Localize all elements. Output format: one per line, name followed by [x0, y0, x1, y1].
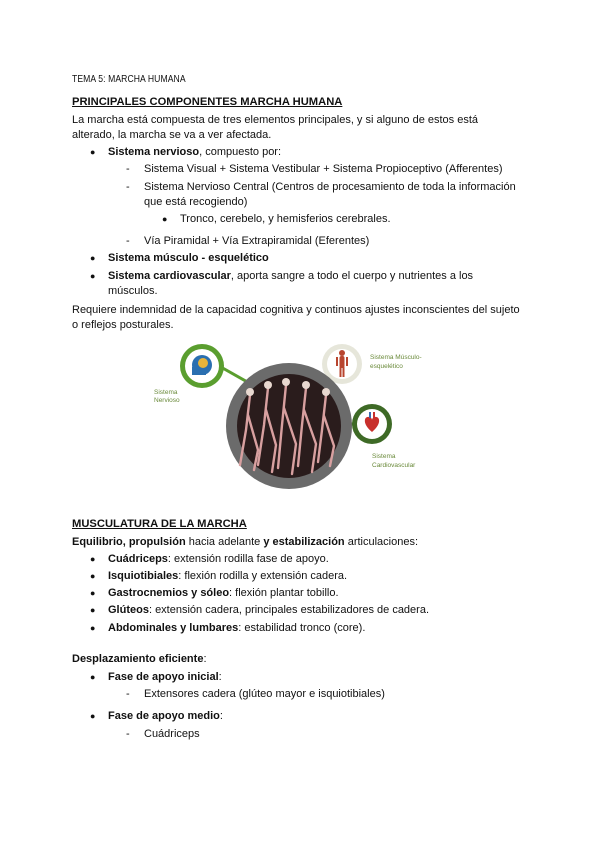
- diagram-label-nervioso-2: Nervioso: [154, 397, 180, 404]
- item-text: , aporta sangre a todo el cuerpo y nutrientes a los: [230, 270, 474, 282]
- bold-term: Sistema cardiovascular: [108, 270, 231, 282]
- requiere-line-2: o reflejos posturales.: [72, 319, 174, 331]
- intro-line-2: alterado, la marcha se va a ver afectada.: [72, 129, 272, 141]
- item-text: , compuesto por:: [199, 146, 282, 158]
- list-item-cardio-line-1: [108, 269, 473, 284]
- bold-term: Isquiotibiales: [108, 570, 179, 582]
- bold-term: Equilibrio, propulsión: [72, 536, 186, 548]
- sub-item-snc-line-2: que está recogiendo): [144, 196, 248, 208]
- list-item-muscle: [108, 603, 429, 618]
- bullet-icon: ●: [90, 605, 96, 615]
- item-text: :: [203, 653, 207, 665]
- bullet-icon: ●: [90, 711, 96, 721]
- diagram-label-nervioso-1: Sistema: [154, 389, 178, 396]
- list-item-muscle: [108, 569, 347, 584]
- bold-term: Abdominales y lumbares: [108, 622, 239, 634]
- section-heading-componentes: PRINCIPALES COMPONENTES MARCHA HUMANA: [72, 96, 343, 108]
- sub-item-afferentes: Sistema Visual + Sistema Vestibular + Sistema Propioceptivo (Afferentes): [144, 163, 503, 175]
- central-gait-image: [226, 363, 352, 489]
- bullet-icon: ●: [90, 253, 96, 263]
- dash-icon: -: [126, 688, 130, 700]
- diagram-label-musculo-2: esquelético: [370, 363, 403, 370]
- diagram-label-cardio-1: Sistema: [372, 453, 396, 460]
- bullet-icon: ●: [90, 588, 96, 598]
- dash-icon: -: [126, 235, 130, 247]
- item-text: articulaciones:: [344, 536, 419, 548]
- list-item-muscle: [108, 621, 365, 636]
- item-text: :: [219, 710, 223, 722]
- section-heading-musculatura: MUSCULATURA DE LA MARCHA: [72, 518, 247, 530]
- topic-title: TEMA 5: MARCHA HUMANA: [72, 73, 186, 85]
- node-cardio: [352, 404, 392, 444]
- requiere-line-1: Requiere indemnidad de la capacidad cognitiva y continuos ajustes inconscientes del sujeto: [72, 304, 520, 316]
- node-nervioso: [180, 344, 224, 388]
- sub-item-cuadriceps: Cuádriceps: [144, 728, 200, 740]
- bold-term: Sistema nervioso: [108, 146, 200, 158]
- diagram-label-musculo-1: Sistema Músculo-: [370, 354, 422, 361]
- bullet-icon: ●: [90, 672, 96, 682]
- diagram-label-cardio-2: Cardiovascular: [372, 462, 416, 469]
- bullet-icon: ●: [90, 623, 96, 633]
- item-text: : extensión rodilla fase de apoyo.: [167, 553, 329, 565]
- bullet-icon: ●: [162, 214, 168, 224]
- sub-sub-item-tronco: Tronco, cerebelo, y hemisferios cerebrales.: [180, 213, 391, 225]
- equilibrio-line: [72, 535, 418, 550]
- bold-term: Gastrocnemios y sóleo: [108, 587, 230, 599]
- sub-item-eferentes: Vía Piramidal + Vía Extrapiramidal (Eferentes): [144, 235, 370, 247]
- item-text: :: [218, 671, 222, 683]
- head-brain-icon: [192, 355, 212, 375]
- list-item-cardio-line-2: músculos.: [108, 285, 158, 297]
- bold-term: Fase de apoyo inicial: [108, 671, 219, 683]
- desplazamiento-heading: [72, 652, 207, 667]
- bullet-icon: ●: [90, 271, 96, 281]
- item-text: : extensión cadera, principales estabilizadores de cadera.: [148, 604, 430, 616]
- sub-item-snc-line-1: Sistema Nervioso Central (Centros de procesamiento de toda la información: [144, 181, 516, 193]
- list-item-fase-inicial: [108, 670, 222, 685]
- bullet-icon: ●: [90, 571, 96, 581]
- bold-term: Desplazamiento eficiente: [72, 653, 204, 665]
- list-item-fase-medio: [108, 709, 223, 724]
- dash-icon: -: [126, 163, 130, 175]
- list-item-muscle: [108, 586, 339, 601]
- item-text: : flexión rodilla y extensión cadera.: [178, 570, 348, 582]
- sub-item-extensores: Extensores cadera (glúteo mayor e isquiotibiales): [144, 688, 385, 700]
- dash-icon: -: [126, 728, 130, 740]
- list-item-musculo: [108, 251, 269, 266]
- gait-systems-diagram: [140, 340, 460, 490]
- bold-term: Sistema músculo - esquelético: [108, 252, 269, 264]
- bold-term: y estabilización: [263, 536, 345, 548]
- list-item-muscle: [108, 552, 329, 567]
- item-text: hacia adelante: [185, 536, 264, 548]
- item-text: : flexión plantar tobillo.: [229, 587, 339, 599]
- bold-term: Fase de apoyo medio: [108, 710, 220, 722]
- bullet-icon: ●: [90, 147, 96, 157]
- bullet-icon: ●: [90, 554, 96, 564]
- list-item-nervioso: [108, 145, 281, 160]
- dash-icon: -: [126, 181, 130, 193]
- item-text: : estabilidad tronco (core).: [238, 622, 366, 634]
- bold-term: Glúteos: [108, 604, 149, 616]
- bold-term: Cuádriceps: [108, 553, 168, 565]
- intro-line-1: La marcha está compuesta de tres elementos principales, y si alguno de estos está: [72, 114, 479, 126]
